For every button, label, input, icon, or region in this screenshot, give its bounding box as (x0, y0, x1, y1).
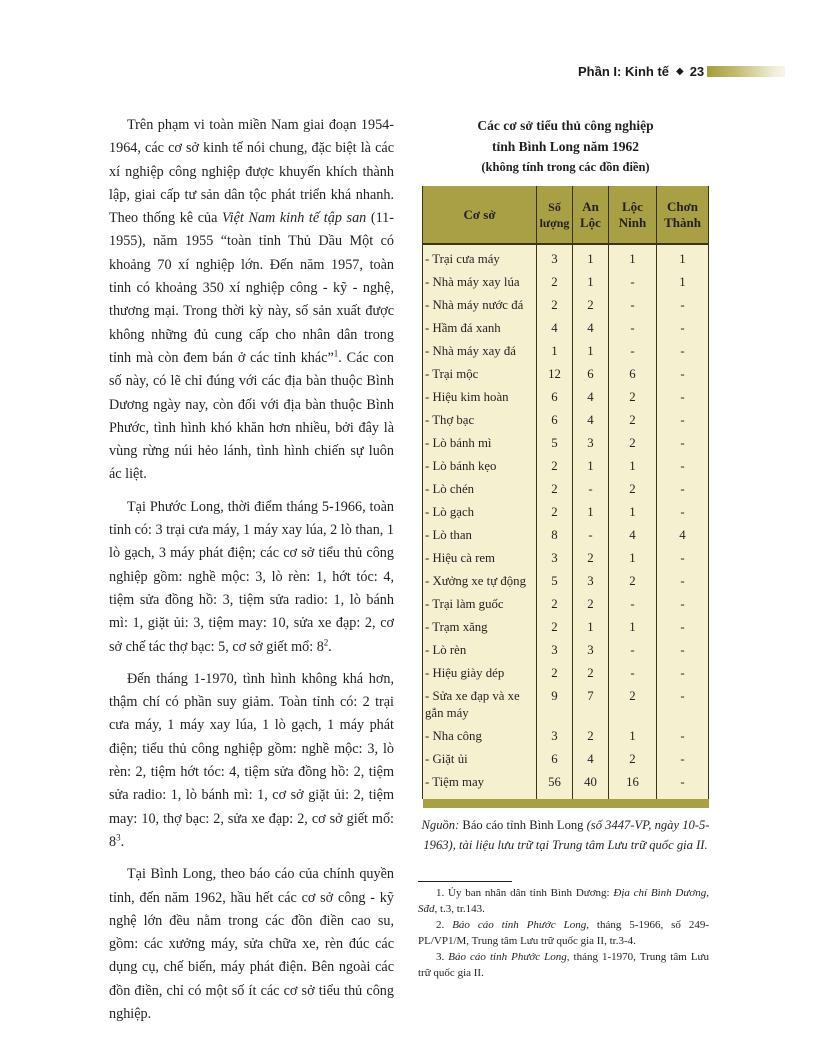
cell-chon-thanh: - (657, 639, 709, 662)
table-row (423, 478, 709, 501)
cell-loc-ninh: 6 (609, 363, 657, 386)
header-co-so: Cơ sở (423, 186, 537, 244)
cell-qty: 6 (537, 748, 573, 771)
cell-chon-thanh: - (657, 616, 709, 639)
cell-chon-thanh: 1 (657, 244, 709, 271)
cell-qty: 3 (537, 547, 573, 570)
cell-name: - Hầm đá xanh (423, 317, 537, 340)
table-row (423, 725, 709, 748)
cell-qty: 3 (537, 725, 573, 748)
table-footer-bar (423, 799, 709, 808)
cell-loc-ninh: - (609, 271, 657, 294)
cell-an-loc: 4 (573, 386, 609, 409)
table-row (423, 685, 709, 725)
cell-name: - Trại làm guốc (423, 593, 537, 616)
cell-an-loc: - (573, 524, 609, 547)
footnotes (418, 885, 709, 981)
cell-name: - Nha công (423, 725, 537, 748)
header-so-luong: Số lượng (537, 186, 573, 244)
cell-qty: 2 (537, 455, 573, 478)
cell-chon-thanh: - (657, 340, 709, 363)
cell-chon-thanh: - (657, 363, 709, 386)
table-source (418, 816, 713, 855)
cell-chon-thanh: - (657, 501, 709, 524)
cell-chon-thanh: - (657, 685, 709, 725)
cell-an-loc: 4 (573, 317, 609, 340)
cell-chon-thanh: - (657, 748, 709, 771)
cell-an-loc: 3 (573, 639, 609, 662)
cell-an-loc: 1 (573, 616, 609, 639)
cell-name: - Lò bánh mì (423, 432, 537, 455)
table-row (423, 340, 709, 363)
paragraph-2: Tại Phước Long, thời điểm tháng 5-1966, toàn tỉnh có: 3 trại cưa máy, 1 máy xay lúa, 2 lò than, 1 lò gạch, 3 máy phát điện; các cơ sở tiểu thủ công nghiệp gồm: nghề mộc: 3, lò rèn: 1, hớt tóc: 4, tiệm sửa đồng hồ: 3, tiệm sửa radio: 1, lò bánh mì: 1, giặt ủi: 3, tiệm may: 10, sửa xe đạp: 2, cơ sở chế tác thợ bạc: 5, cơ sở giết mổ: $8^2$. (109, 498, 394, 655)
table-row (423, 455, 709, 478)
table-header-row (423, 186, 709, 244)
paragraph-1: Trên phạm vi toàn miền Nam giai đoạn 1954-1964, các cơ sở kinh tế nói chung, đặc biệt là các xí nghiệp công nghiệp được khuyến khích thành lập, giai cấp tư sản dân tộc phát triển khá nhanh. Theo thống kê của Việt Nam kinh tế tập san (11-1955), năm 1955 “toàn tỉnh Thủ Dầu Một có khoảng 70 xí nghiệp lớn. Đến năm 1957, toàn tỉnh có khoảng 350 xí nghiệp công - kỹ - nghệ, thương mại. Trong thời kỳ này, số sản xuất được không những đủ cung cấp cho nhân dân trong tỉnh mà còn đem bán ở các tỉnh khác”$^1$. Các con số này, có lẽ chỉ đúng với các địa bàn thuộc Bình Dương ngày nay, còn đối với địa bàn thuộc Bình Phước, tình hình khó khăn hơn nhiều, bởi đây là vùng rừng núi hẻo lánh, tình hình chiến sự luôn ác liệt. (109, 117, 394, 483)
workshops-table (422, 186, 709, 808)
cell-name: - Hiệu cà rem (423, 547, 537, 570)
cell-name: - Thợ bạc (423, 409, 537, 432)
cell-chon-thanh: - (657, 386, 709, 409)
cell-name: - Trạm xăng (423, 616, 537, 639)
source-label: Nguồn: (421, 818, 460, 832)
cell-chon-thanh: - (657, 547, 709, 570)
cell-loc-ninh: 4 (609, 524, 657, 547)
cell-chon-thanh: - (657, 432, 709, 455)
table-row (423, 616, 709, 639)
footnote-3: 3. Báo cáo tỉnh Phước Long, tháng 1-1970, Trung tâm Lưu trữ quốc gia II. (418, 951, 710, 979)
cell-an-loc: 1 (573, 455, 609, 478)
cell-qty: 2 (537, 294, 573, 317)
cell-an-loc: 2 (573, 662, 609, 685)
header-chon-thanh: Chơn Thành (657, 186, 709, 244)
cell-qty: 6 (537, 386, 573, 409)
cell-an-loc: 3 (573, 432, 609, 455)
table-row (423, 593, 709, 616)
table-row (423, 570, 709, 593)
running-header (578, 63, 785, 79)
cell-chon-thanh: - (657, 317, 709, 340)
cell-loc-ninh: - (609, 294, 657, 317)
cell-name: - Hiệu kim hoàn (423, 386, 537, 409)
table-row (423, 271, 709, 294)
cell-an-loc: 3 (573, 570, 609, 593)
cell-loc-ninh: 1 (609, 244, 657, 271)
table-row (423, 771, 709, 794)
cell-loc-ninh: - (609, 662, 657, 685)
table-row (423, 639, 709, 662)
cell-qty: 2 (537, 662, 573, 685)
cell-qty: 2 (537, 271, 573, 294)
paragraph-4: Tại Bình Long, theo báo cáo của chính quyền tỉnh, đến năm 1962, hầu hết các cơ sở công - kỹ nghệ lớn đều nằm trong các đồn điền cao su, gồm: các xưởng máy, sửa chữa xe, rèn đúc các dụng cụ, chế biến, máy phát điện. Bên ngoài các đồn điền, chỉ có một số ít các cơ sở tiểu thủ công nghiệp. (109, 866, 394, 1022)
cell-loc-ninh: 1 (609, 501, 657, 524)
cell-chon-thanh: - (657, 771, 709, 794)
cell-qty: 1 (537, 340, 573, 363)
source-details: (số 3447-VP, ngày 10-5-1963), tài liệu lưu trữ tại Trung tâm Lưu trữ quốc gia II. (423, 818, 710, 852)
cell-name: - Hiệu giày dép (423, 662, 537, 685)
cell-loc-ninh: 2 (609, 432, 657, 455)
footnote-ref-3[interactable]: 3 (116, 832, 121, 843)
cell-name: - Giặt ủi (423, 748, 537, 771)
table-row (423, 409, 709, 432)
table-row (423, 363, 709, 386)
cell-chon-thanh: - (657, 570, 709, 593)
cell-an-loc: 6 (573, 363, 609, 386)
cell-qty: 2 (537, 478, 573, 501)
cell-name: - Lò gạch (423, 501, 537, 524)
table-row (423, 294, 709, 317)
cell-qty: 2 (537, 616, 573, 639)
footnote-rule (418, 881, 512, 882)
table-title (418, 115, 713, 177)
cell-loc-ninh: 1 (609, 455, 657, 478)
cell-loc-ninh: 1 (609, 725, 657, 748)
table-row (423, 432, 709, 455)
cell-an-loc: 2 (573, 294, 609, 317)
table-title-line-2: tỉnh Bình Long năm 1962 (491, 139, 640, 154)
cell-qty: 9 (537, 685, 573, 725)
cell-qty: 5 (537, 432, 573, 455)
cell-qty: 4 (537, 317, 573, 340)
cell-chon-thanh: 1 (657, 271, 709, 294)
cell-chon-thanh: - (657, 455, 709, 478)
cell-chon-thanh: - (657, 593, 709, 616)
cell-name: - Trại mộc (423, 363, 537, 386)
cell-name: - Tiệm may (423, 771, 537, 794)
cell-an-loc: 2 (573, 725, 609, 748)
header-loc-ninh: Lộc Ninh (609, 186, 657, 244)
cell-loc-ninh: 2 (609, 386, 657, 409)
table-row (423, 244, 709, 271)
cell-loc-ninh: - (609, 593, 657, 616)
cell-name: - Trại cưa máy (423, 244, 537, 271)
cell-qty: 3 (537, 639, 573, 662)
cell-loc-ninh: 2 (609, 685, 657, 725)
cell-chon-thanh: - (657, 294, 709, 317)
cell-loc-ninh: 2 (609, 570, 657, 593)
cell-qty: 2 (537, 593, 573, 616)
cell-qty: 2 (537, 501, 573, 524)
cell-name: - Lò rèn (423, 639, 537, 662)
cell-name: - Sửa xe đạp và xe gắn máy (423, 685, 537, 725)
diamond-icon: ◆ (676, 65, 684, 77)
table-body (423, 244, 709, 799)
cell-chon-thanh: - (657, 478, 709, 501)
cell-qty: 12 (537, 363, 573, 386)
table-row (423, 524, 709, 547)
table-subtitle: (không tính trong các đồn điền) (481, 160, 650, 174)
cell-an-loc: 7 (573, 685, 609, 725)
section-title: Phần I: Kinh tế (578, 63, 669, 79)
cell-an-loc: 2 (573, 547, 609, 570)
cell-an-loc: 4 (573, 409, 609, 432)
header-gradient-bar (707, 66, 785, 77)
cell-an-loc: 1 (573, 271, 609, 294)
cell-name: - Lò bánh kẹo (423, 455, 537, 478)
footnote-1: 1. Ủy ban nhân dân tỉnh Bình Dương: Địa chí Bình Dương, Sđd, t.3, tr.143. (418, 887, 709, 915)
cell-an-loc: 4 (573, 748, 609, 771)
cell-loc-ninh: 2 (609, 409, 657, 432)
table-row (423, 547, 709, 570)
cell-name: - Nhà máy nước đá (423, 294, 537, 317)
table-row (423, 662, 709, 685)
cell-name: - Lò chén (423, 478, 537, 501)
cell-name: - Nhà máy xay đá (423, 340, 537, 363)
footnote-ref-1[interactable]: 1 (333, 348, 339, 359)
cell-chon-thanh: - (657, 662, 709, 685)
cell-loc-ninh: - (609, 639, 657, 662)
cell-chon-thanh: - (657, 409, 709, 432)
cell-an-loc: 2 (573, 593, 609, 616)
cell-loc-ninh: 2 (609, 478, 657, 501)
cell-qty: 6 (537, 409, 573, 432)
table-row (423, 317, 709, 340)
table-row (423, 501, 709, 524)
cell-loc-ninh: - (609, 317, 657, 340)
cell-qty: 5 (537, 570, 573, 593)
footnote-ref-2[interactable]: 2 (323, 636, 329, 647)
table-title-line-1: Các cơ sở tiểu thủ công nghiệp (477, 118, 654, 133)
cell-an-loc: 1 (573, 244, 609, 271)
cell-loc-ninh: 2 (609, 748, 657, 771)
cell-name: - Xưởng xe tự động (423, 570, 537, 593)
italic-title: Việt Nam kinh tế tập san (222, 210, 367, 227)
body-text-column (109, 114, 394, 1035)
cell-loc-ninh: 16 (609, 771, 657, 794)
cell-qty: 56 (537, 771, 573, 794)
cell-name: - Nhà máy xay lúa (423, 271, 537, 294)
cell-loc-ninh: 1 (609, 547, 657, 570)
table-row (423, 748, 709, 771)
cell-qty: 8 (537, 524, 573, 547)
cell-loc-ninh: - (609, 340, 657, 363)
footnote-2: 2. Báo cáo tỉnh Phước Long, tháng 5-1966, số 249-PL/VP1/M, Trung tâm Lưu trữ quốc gia II, tr.3-4. (418, 919, 710, 947)
page-number: 23 (689, 63, 705, 79)
cell-an-loc: - (573, 478, 609, 501)
header-an-loc: An Lộc (573, 186, 609, 244)
table-row (423, 386, 709, 409)
cell-chon-thanh: - (657, 725, 709, 748)
header-divider (422, 243, 708, 245)
cell-an-loc: 1 (573, 340, 609, 363)
cell-name: - Lò than (423, 524, 537, 547)
cell-chon-thanh: 4 (657, 524, 709, 547)
cell-an-loc: 40 (573, 771, 609, 794)
cell-an-loc: 1 (573, 501, 609, 524)
paragraph-3: Đến tháng 1-1970, tình hình không khá hơn, thậm chí có phần suy giảm. Toàn tỉnh có: 2 trại cưa máy, 1 máy xay lúa, 1 lò gạch, 1 máy phát điện; tiểu thủ công nghiệp gồm: nghề mộc: 3, lò rèn: 2, tiệm hớt tóc: 4, tiệm sửa đồng hồ: 2, tiệm sửa radio: 1, lò bánh mì: 1, cơ sở giặt ủi: 2, tiệm may: 10, thợ bạc: 2, sửa xe đạp: 2, cơ sở giết mổ: $8^3$. (109, 670, 394, 850)
source-title: Báo cáo tỉnh Bình Long (459, 818, 587, 832)
cell-qty: 3 (537, 244, 573, 271)
cell-loc-ninh: 1 (609, 616, 657, 639)
